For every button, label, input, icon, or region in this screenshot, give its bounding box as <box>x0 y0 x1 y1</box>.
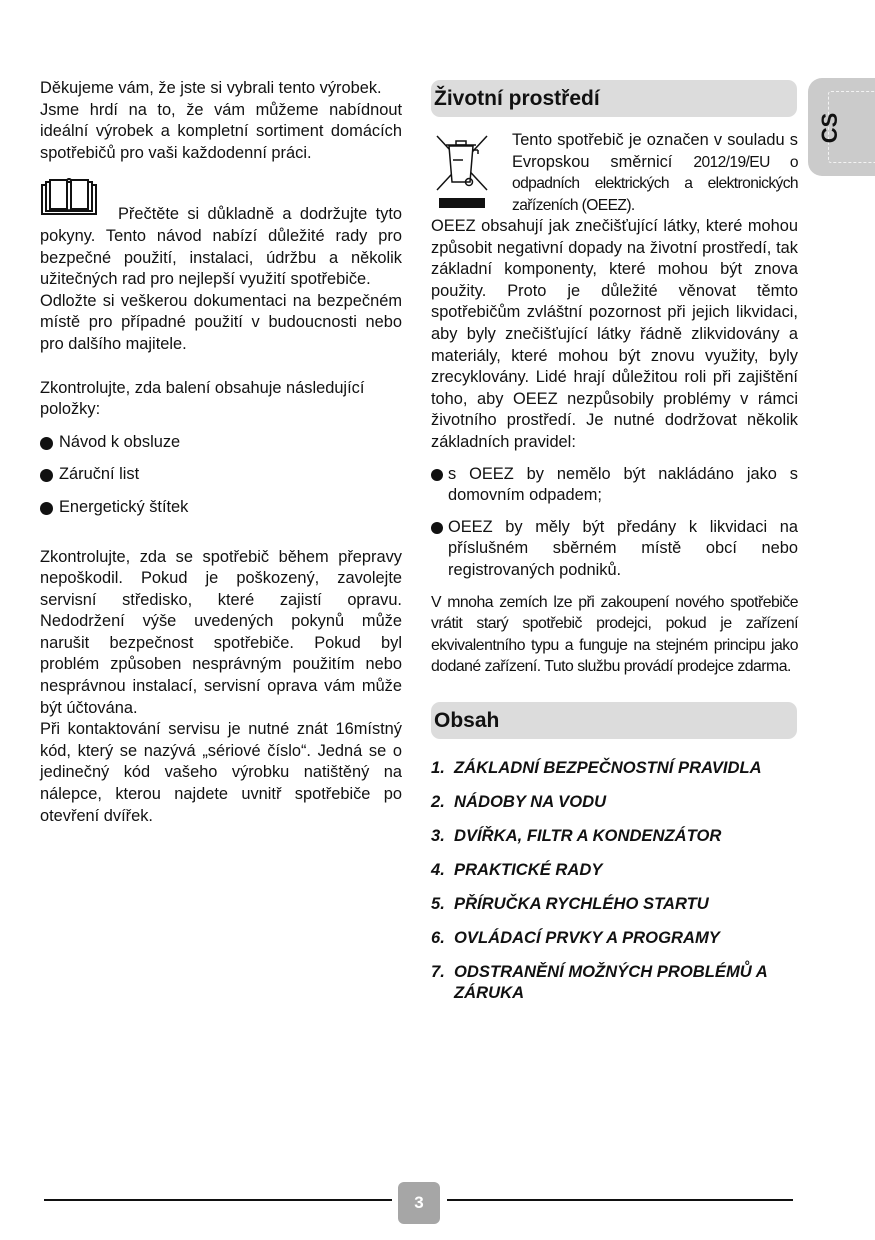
package-intro: Zkontrolujte, zda balení obsahuje následující položky: <box>40 378 365 419</box>
list-item: Záruční list <box>40 464 402 486</box>
footer-rule-right <box>447 1199 793 1201</box>
language-label: CS <box>817 112 842 144</box>
list-item: s OEEZ by nemělo být nakládáno jako s domovním odpadem; <box>431 464 798 507</box>
read-paragraph-2: Odložte si veškerou dokumentaci na bezpečném místě pro případné použití v budoucnosti nebo pro dalšího majitele. <box>40 291 402 353</box>
language-tab <box>808 78 875 176</box>
bullet-icon <box>431 469 443 481</box>
toc-item-7[interactable]: 7. ODSTRANĚNÍ MOŽNÝCH PROBLÉMŮ A ZÁRUKA <box>431 961 768 1002</box>
weee-text: Tento spotřebič je označen v souladu s Evropskou směrnicí 2012/19/EU o odpadních elektrických a elektronických zařízeních (OEEZ). <box>512 131 798 214</box>
toc-item-4[interactable]: 4. PRAKTICKÉ RADY <box>431 859 603 879</box>
toc-item-1[interactable]: 1. ZÁKLADNÍ BEZPEČNOSTNÍ PRAVIDLA <box>431 757 762 777</box>
table-of-contents <box>431 757 798 1003</box>
list-item: OEEZ by měly být předány k likvidaci na příslušném sběrném místě obcí nebo registrovaných podniků. <box>431 517 798 582</box>
page-number-badge: 3 <box>398 1182 440 1224</box>
package-contents-list <box>40 432 402 519</box>
footer-rule-left <box>44 1199 392 1201</box>
damage-paragraph-1: Zkontrolujte, zda se spotřebič během přepravy nepoškodil. Pokud je poškozený, zavolejte servisní středisko, které zajistí opravu. Nedodržení výše uvedených pokynů může narušit bezpečnost spotřebiče. Pokud byl problém způsoben nesprávným použitím nebo nesprávnou instalací, servisní oprava vám může být účtována. <box>40 547 402 717</box>
damage-paragraph-2: Při kontaktování servisu je nutné znát 16místný kód, který se nazývá „sériové číslo“. Jedná se o jedinečný kód vašeho výrobku natištěný na nálepce, kterou najdete uvnitř spotřebiče po otevření dvířek. <box>40 720 402 825</box>
environment-closing: V mnoha zemích lze při zakoupení nového spotřebiče vrátit starý spotřebič prodejci, pokud je zařízení ekvivalentního typu a funguje na stejném principu jako dodané zařízení. Tuto službu provádí prodejce zdarma. <box>431 593 798 676</box>
list-item: Návod k obsluze <box>40 432 402 454</box>
toc-item-6[interactable]: 6. OVLÁDACÍ PRVKY A PROGRAMY <box>431 927 720 947</box>
bullet-icon <box>431 522 443 534</box>
bullet-icon <box>40 437 53 450</box>
toc-item-2[interactable]: 2. NÁDOBY NA VODU <box>431 791 607 811</box>
left-column <box>40 78 402 827</box>
toc-item-5[interactable]: 5. PŘÍRUČKA RYCHLÉHO STARTU <box>431 893 709 913</box>
open-book-icon <box>40 178 98 216</box>
crossed-out-bin-icon <box>433 132 491 210</box>
environment-heading: Životní prostředí <box>431 80 797 117</box>
bullet-icon <box>40 502 53 515</box>
right-column <box>431 80 798 1016</box>
toc-item-3[interactable]: 3. DVÍŘKA, FILTR A KONDENZÁTOR <box>431 825 722 845</box>
disposal-rules-list <box>431 464 798 582</box>
intro-paragraph-2: Jsme hrdí na to, že vám můžeme nabídnout ideální výrobek a kompletní sortiment domácích spotřebičů pro vaši každodenní práci. <box>40 100 402 162</box>
list-item: Energetický štítek <box>40 497 402 519</box>
bullet-icon <box>40 469 53 482</box>
read-paragraph-1: Přečtěte si důkladně a dodržujte tyto pokyny. Tento návod nabízí důležité rady pro bezpečné použití, instalaci, údržbu a několik užitečných rad pro nejlepší využití spotřebiče. <box>40 205 402 289</box>
contents-heading: Obsah <box>431 702 797 739</box>
intro-paragraph-1: Děkujeme vám, že jste si vybrali tento výrobek. <box>40 79 382 97</box>
weee-notice <box>431 130 798 216</box>
environment-body: OEEZ obsahují jak znečišťující látky, které mohou způsobit negativní dopady na životní prostředí, tak základní komponenty, které mohou být znova použity. Proto je důležité věnovat těmto spotřebičům zvláštní pozornost při jejich likvidaci, aby byly znečišťující látky řádně zlikvidovány a materiály, které mohou být znovu využity, byly zrecyklovány. Lidé hrají důležitou roli při zajištění toho, aby OEEZ nezpůsobily problémy v rámci životního prostředí. Je nutné dodržovat několik základních pravidel: <box>431 217 798 451</box>
